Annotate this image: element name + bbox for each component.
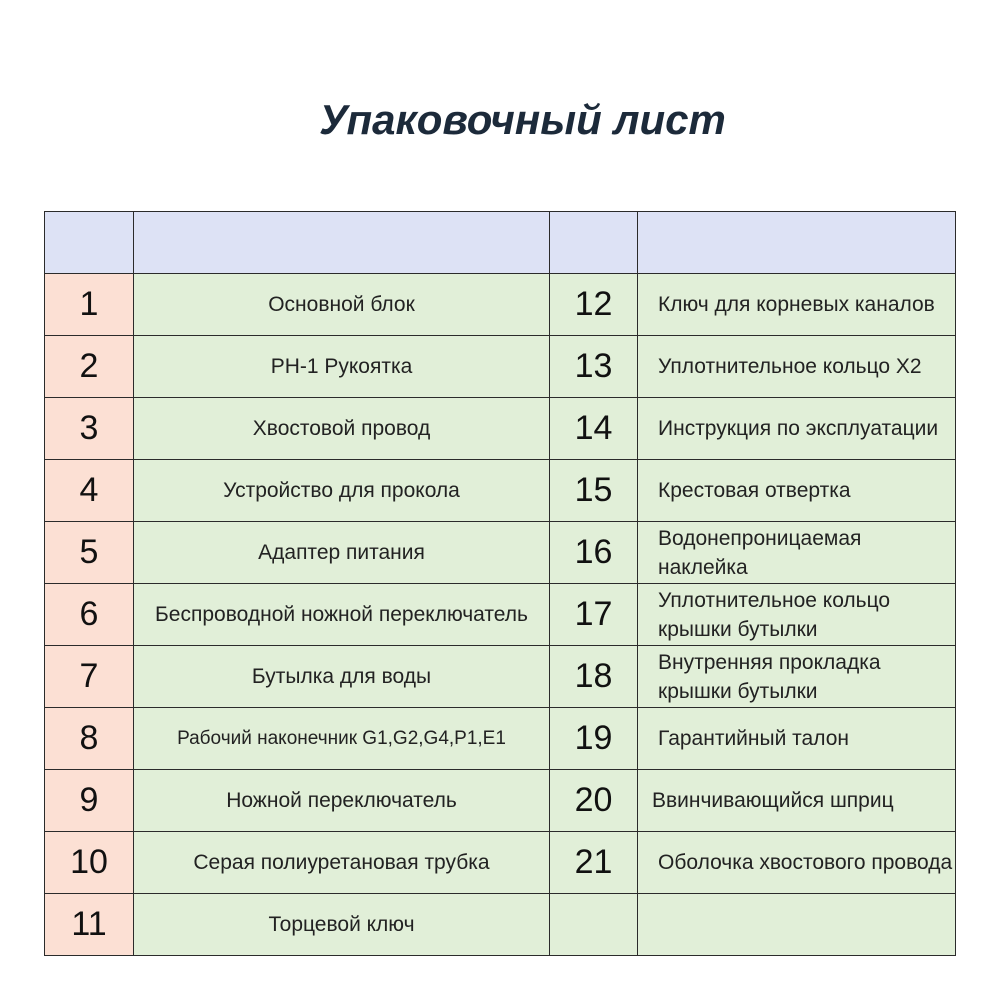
table-row bbox=[45, 398, 956, 460]
item-name: Рабочий наконечник G1,G2,G4,P1,E1 bbox=[134, 708, 550, 770]
item-name: Серая полиуретановая трубка bbox=[134, 832, 550, 894]
header-cell-num-left bbox=[45, 212, 134, 274]
table-row bbox=[45, 336, 956, 398]
item-name: Ключ для корневых каналов bbox=[638, 274, 956, 336]
item-number: 20 bbox=[550, 770, 638, 832]
item-number: 16 bbox=[550, 522, 638, 584]
table-header-row bbox=[45, 212, 956, 274]
item-name: Уплотнительное кольцо X2 bbox=[638, 336, 956, 398]
item-number: 11 bbox=[45, 894, 134, 956]
item-name: Устройство для прокола bbox=[134, 460, 550, 522]
item-name: Бутылка для воды bbox=[134, 646, 550, 708]
item-name: Оболочка хвостового провода bbox=[638, 832, 956, 894]
item-name: Торцевой ключ bbox=[134, 894, 550, 956]
table-row bbox=[45, 274, 956, 336]
item-number: 21 bbox=[550, 832, 638, 894]
item-number: 5 bbox=[45, 522, 134, 584]
item-name: Ножной переключатель bbox=[134, 770, 550, 832]
table-row bbox=[45, 522, 956, 584]
item-number: 9 bbox=[45, 770, 134, 832]
item-name: Ввинчивающийся шприц bbox=[638, 770, 956, 832]
packing-table bbox=[44, 211, 956, 956]
header-cell-item-left bbox=[134, 212, 550, 274]
item-name: Беспроводной ножной переключатель bbox=[134, 584, 550, 646]
item-name: Гарантийный талон bbox=[638, 708, 956, 770]
item-number: 10 bbox=[45, 832, 134, 894]
item-number: 12 bbox=[550, 274, 638, 336]
item-number: 14 bbox=[550, 398, 638, 460]
header-cell-num-right bbox=[550, 212, 638, 274]
table-row bbox=[45, 646, 956, 708]
item-number: 18 bbox=[550, 646, 638, 708]
header-cell-item-right bbox=[638, 212, 956, 274]
item-number: 13 bbox=[550, 336, 638, 398]
table-row bbox=[45, 460, 956, 522]
item-name: PH-1 Рукоятка bbox=[134, 336, 550, 398]
item-name: Адаптер питания bbox=[134, 522, 550, 584]
empty-cell bbox=[638, 894, 956, 956]
item-number: 17 bbox=[550, 584, 638, 646]
item-number: 3 bbox=[45, 398, 134, 460]
item-number: 7 bbox=[45, 646, 134, 708]
table-row bbox=[45, 894, 956, 956]
item-number: 4 bbox=[45, 460, 134, 522]
empty-cell bbox=[550, 894, 638, 956]
item-name: Уплотнительное кольцо крышки бутылки bbox=[638, 584, 956, 646]
item-name: Водонепроницаемая наклейка bbox=[638, 522, 956, 584]
item-name: Основной блок bbox=[134, 274, 550, 336]
table-row bbox=[45, 708, 956, 770]
item-number: 8 bbox=[45, 708, 134, 770]
item-name: Хвостовой провод bbox=[134, 398, 550, 460]
table-row bbox=[45, 584, 956, 646]
table-row bbox=[45, 770, 956, 832]
item-number: 6 bbox=[45, 584, 134, 646]
item-number: 15 bbox=[550, 460, 638, 522]
item-name: Внутренняя прокладка крышки бутылки bbox=[638, 646, 956, 708]
item-number: 1 bbox=[45, 274, 134, 336]
table-row bbox=[45, 832, 956, 894]
item-name: Инструкция по эксплуатации bbox=[638, 398, 956, 460]
item-number: 19 bbox=[550, 708, 638, 770]
item-name: Крестовая отвертка bbox=[638, 460, 956, 522]
page-title: Упаковочный лист bbox=[319, 96, 726, 143]
item-number: 2 bbox=[45, 336, 134, 398]
